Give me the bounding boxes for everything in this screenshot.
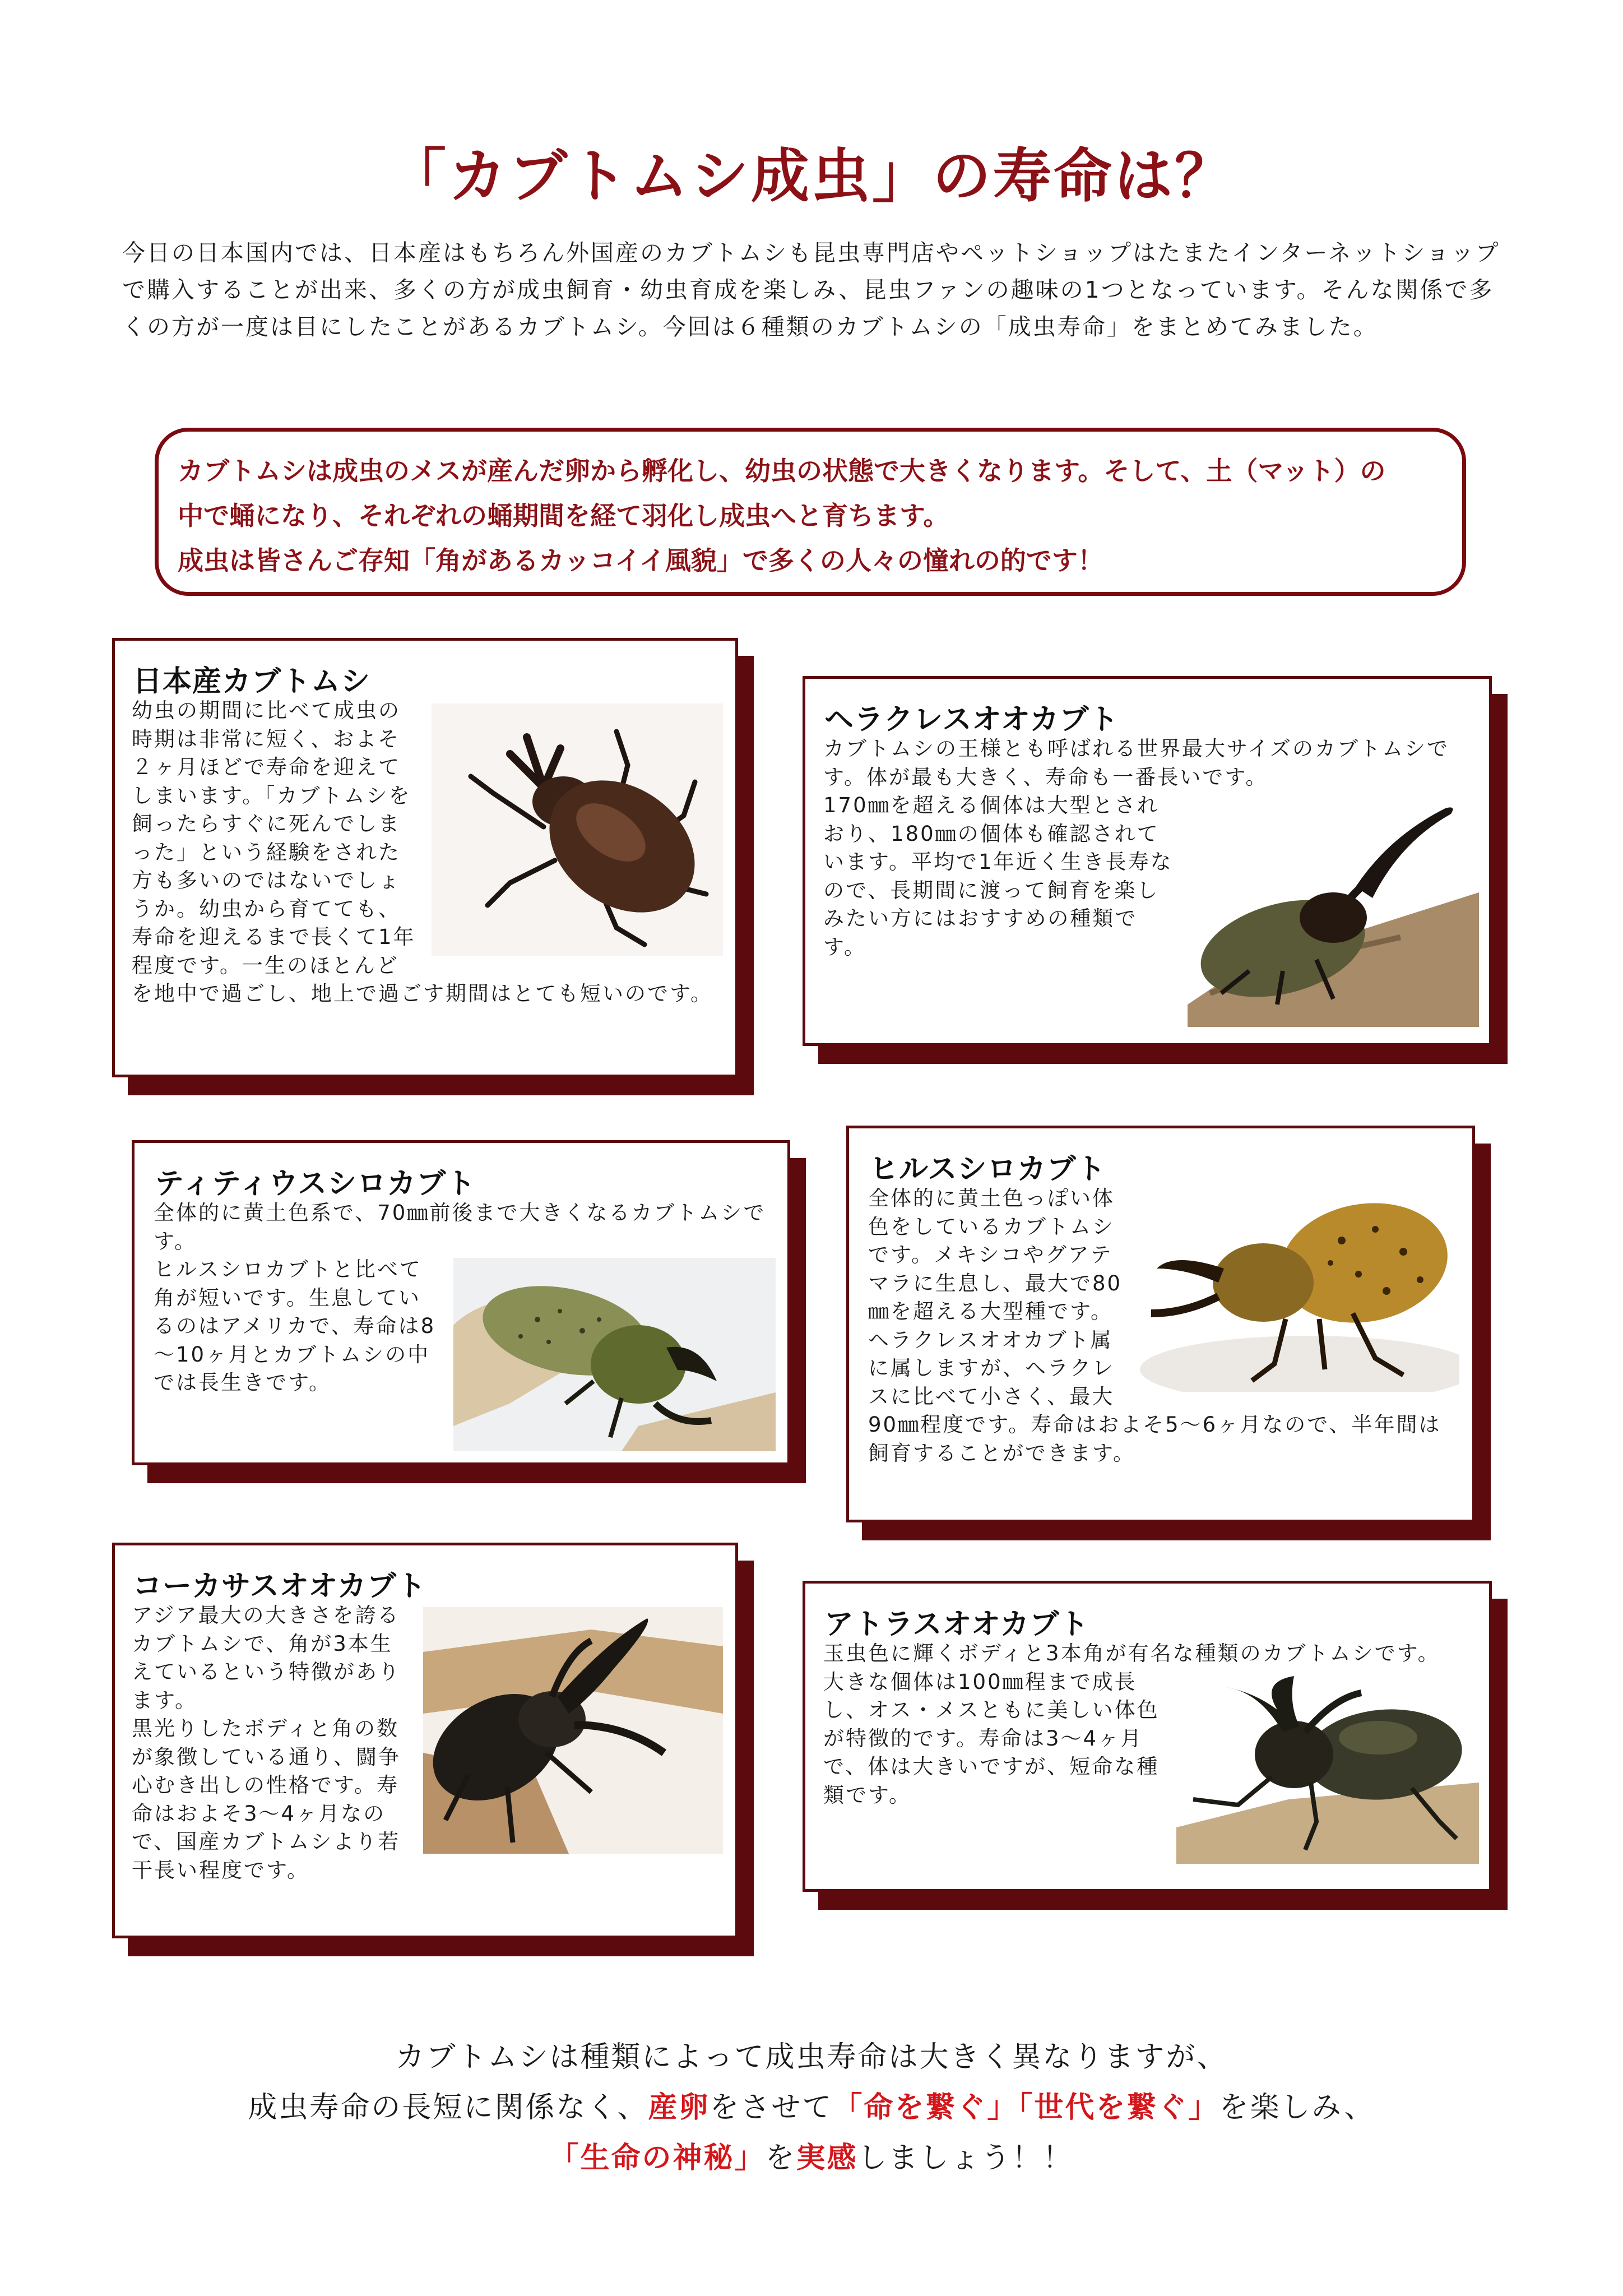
species-name: ヘラクレスオオカブト <box>824 703 1119 737</box>
species-lead: 全体的に黄土色っぽい体色をしているカブトムシです。メキシコやグアテマラに生息し、最大で80㎜を超える大型種です。 <box>868 1186 1123 1323</box>
japanese-beetle-photo <box>432 703 723 956</box>
species-card-hercules <box>803 676 1492 1046</box>
hirsus-beetle-photo <box>1140 1184 1459 1392</box>
species-card-tityus <box>132 1140 790 1465</box>
species-description: 黒光りしたボディと角の数が象徴している通り、闘争心むき出しの性格です。寿命はおよそ3～4ヶ月なので、国産カブトムシより若干長い程度です。 <box>132 1716 401 1882</box>
species-description: ヒルスシロカブトと比べて角が短いです。生息しているのはアメリカで、寿命は8～10ヶ月とカブトムシの中では長生きです。 <box>154 1257 436 1395</box>
closing-message <box>0 2032 1623 2183</box>
species-card-atlas <box>803 1581 1492 1892</box>
closing-line-3: 「生命の神秘」を実感しましょう！！ <box>549 2141 1074 2175</box>
highlight-connect-life: 「命を繋ぐ」「世代を繋ぐ」 <box>833 2091 1219 2124</box>
species-card-caucasus <box>112 1543 738 1938</box>
species-description: ヘラクレスオオカブト属に属しますが、ヘラクレスに比べて小さく、最大90㎜程度です。寿命はおよそ5～6ヶ月なので、半年間は飼育することができます。 <box>868 1327 1441 1465</box>
species-description: 幼虫の期間に比べて成虫の時期は非常に短く、およそ２ヶ月ほどで寿命を迎えてしまいます。「カブトムシを飼ったらすぐに死んでしまった」という経験をされた方も多いのではないでしょうか。幼虫から育てても、寿命を迎えるまで長くて1年程度です。一生のほとんどを地中で過ごし、地上で過ごす期間はとても短いのです。 <box>132 698 713 1006</box>
species-lead: 玉虫色に輝くボディと3本角が有名な種類のカブトムシです。 <box>823 1641 1440 1665</box>
hercules-beetle-photo <box>1188 791 1479 1027</box>
species-lead: アジア最大の大きさを誇るカブトムシで、角が3本生えているという特徴があります。 <box>132 1603 401 1712</box>
highlight-realize: 実感 <box>796 2141 858 2175</box>
species-card-japanese <box>112 638 738 1077</box>
callout-line-3: 成虫は皆さんご存知「角があるカッコイイ風貌」で多くの人々の憧れの的です！ <box>178 545 1103 576</box>
callout-line-2: 中で蛹になり、それぞれの蛹期間を経て羽化し成虫へと育ちます。 <box>178 501 949 531</box>
lifecycle-callout <box>155 428 1466 596</box>
highlight-mystery-of-life: 「生命の神秘」 <box>549 2141 766 2175</box>
caucasus-beetle-photo <box>423 1607 723 1854</box>
callout-line-1: カブトムシは成虫のメスが産んだ卵から孵化し、幼虫の状態で大きくなります。そして、土（マット）の <box>178 456 1386 486</box>
species-name: ヒルスシロカブト <box>869 1152 1106 1186</box>
atlas-beetle-photo <box>1176 1670 1479 1864</box>
species-name: コーカサスオオカブト <box>133 1570 426 1603</box>
page-title: 「カブトムシ成虫」の寿命は？ <box>387 142 1235 210</box>
species-name: ティティウスシロカブト <box>155 1167 476 1201</box>
species-name: 日本産カブトムシ <box>133 665 371 698</box>
highlight-spawning: 産卵 <box>648 2091 710 2124</box>
species-description: 170㎜を超える個体は大型とされおり、180㎜の個体も確認されています。平均で1年近く生き長寿なので、長期間に渡って飼育を楽しみたい方にはおすすめの種類です。 <box>823 793 1173 959</box>
species-card-hirsus <box>846 1126 1475 1522</box>
closing-line-1: カブトムシは種類によって成虫寿命は大きく異なりますが、 <box>395 2040 1228 2074</box>
species-description: 大きな個体は100㎜程まで成長し、オス・メスともに美しい体色が特徴的です。寿命は3～4ヶ月で、体は大きいですが、短命な種類です。 <box>823 1669 1160 1807</box>
species-lead: カブトムシの王様とも呼ばれる世界最大サイズのカブトムシです。体が最も大きく、寿命も一番長いです。 <box>823 737 1450 789</box>
closing-line-2: 成虫寿命の長短に関係なく、産卵をさせて「命を繋ぐ」「世代を繋ぐ」を楽しみ、 <box>248 2091 1375 2124</box>
species-lead: 全体的に黄土色系で、70㎜前後まで大きくなるカブトムシです。 <box>154 1201 766 1253</box>
tityus-beetle-photo <box>453 1258 776 1451</box>
intro-paragraph: 今日の日本国内では、日本産はもちろん外国産のカブトムシも昆虫専門店やペットショップはたまたインターネットショップで購入することが出来、多くの方が成虫飼育・幼虫育成を楽しみ、昆虫ファンの趣味の1つとなっています。そんな関係で多くの方が一度は目にしたことがあるカブトムシ。今回は６種類のカブトムシの「成虫寿命」をまとめてみました。 <box>122 239 1500 340</box>
species-name: アトラスオオカブト <box>824 1608 1089 1641</box>
